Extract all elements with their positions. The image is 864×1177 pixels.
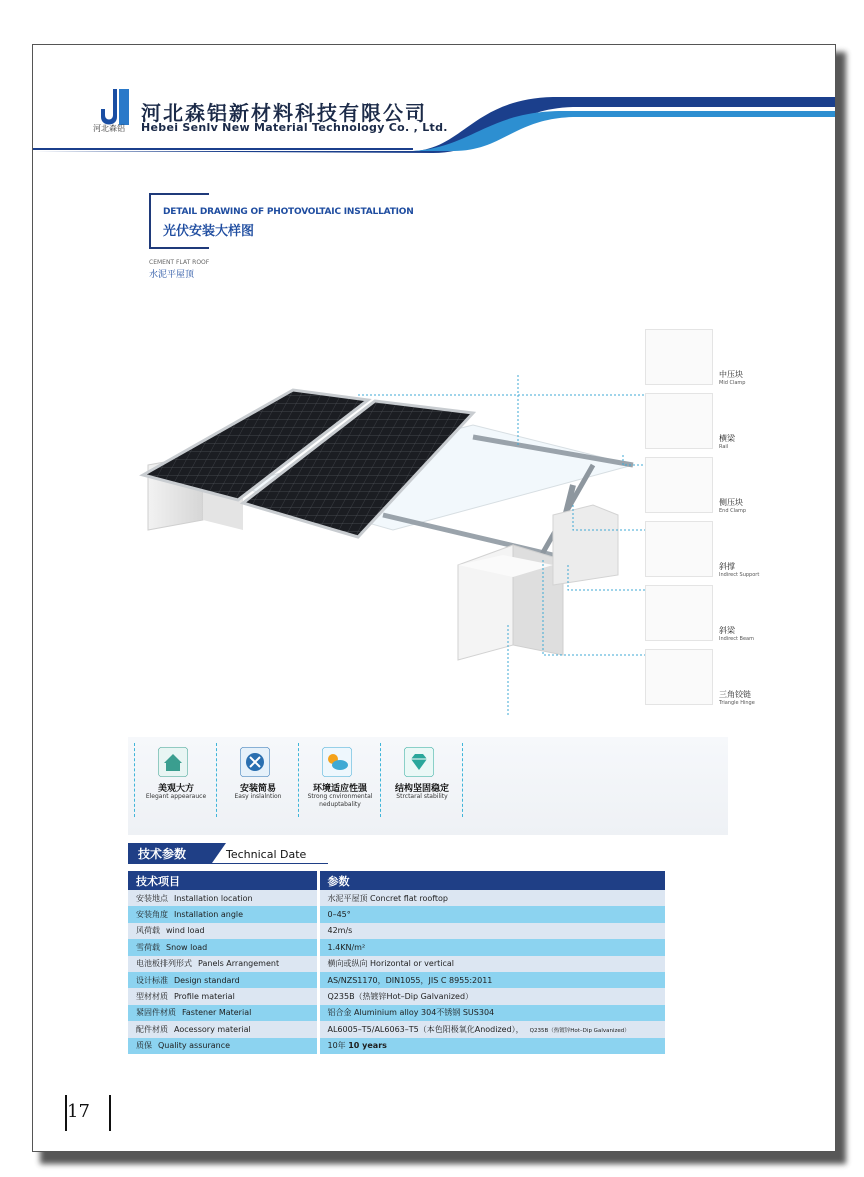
- col-header-item: 技术项目: [128, 871, 318, 890]
- feature-stability: 结构坚固稳定 Strctaral stability: [382, 737, 462, 817]
- logo-caption: 河北森铝: [93, 124, 125, 133]
- tech-title-en: Technical Date: [226, 848, 307, 861]
- indirect-support-icon: [645, 521, 713, 577]
- tech-tab: 技术参数: [128, 843, 212, 863]
- feature-elegant: 美观大方 Elegant appearauce: [136, 737, 216, 817]
- table-row: 安装地点 Installation location 水泥平屋顶 Concret flat rooftop: [128, 890, 665, 906]
- feature-divider: [462, 743, 463, 817]
- table-row: 风荷载 wind load 42m/s: [128, 923, 665, 939]
- house-icon: [158, 747, 188, 777]
- roof-type-en: CEMENT FLAT ROOF: [149, 259, 210, 266]
- tech-tab-tail: [212, 843, 226, 863]
- triangle-hinge-icon: [645, 649, 713, 705]
- table-row: 电池板排列形式 Panels Arrangement 横向或纵向 Horizontal or vertical: [128, 956, 665, 972]
- tools-icon: [240, 747, 270, 777]
- indirect-beam-icon: [645, 585, 713, 641]
- roof-type-cn: 水泥平屋顶: [149, 270, 195, 280]
- feature-easy-install: 安装简易 Easy inslalntion: [218, 737, 298, 817]
- end-clamp-icon: [645, 457, 713, 513]
- table-row: 安装角度 Installation angle 0–45°: [128, 906, 665, 922]
- tech-underline: [128, 863, 328, 864]
- page-number: 17: [67, 1101, 90, 1122]
- col-header-param: 参数: [318, 871, 665, 890]
- table-header-row: [128, 871, 665, 890]
- table-row: 质保 Quality assurance 10年 10 years: [128, 1038, 665, 1054]
- table-row: 设计标准 Design standard AS/NZS1170，DIN1055，JIS C 8955:2011: [128, 972, 665, 988]
- table-row: 型材材质 Profile material Q235B（热镀锌Hot–Dip Galvanized）: [128, 988, 665, 1004]
- page-number-bar-right: [109, 1095, 111, 1131]
- feature-divider: [134, 743, 135, 817]
- feature-divider: [298, 743, 299, 817]
- feature-divider: [216, 743, 217, 817]
- features-strip: [128, 737, 728, 835]
- spec-table: [128, 871, 665, 1054]
- feature-divider: [380, 743, 381, 817]
- feature-adaptability: 环境适应性强 Strong cnvironmental neduptabality: [300, 737, 380, 817]
- rail-icon: [645, 393, 713, 449]
- section-title-cn: 光伏安装大样图: [163, 224, 255, 239]
- table-row: 配件材质 Aocessory material AL6005–T5/AL6063–T5（本色阳极氧化Anodized）， Q235B（热镀锌Hot–Dip Galvanized）: [128, 1021, 665, 1037]
- table-row: 雪荷载 Snow load 1.4KN/m²: [128, 939, 665, 955]
- section-title-en: DETAIL DRAWING OF PHOTOVOLTAIC INSTALLATION: [163, 207, 414, 217]
- mid-clamp-icon: [645, 329, 713, 385]
- company-name-en: Hebei Senlv New Material Technology Co. , Ltd.: [141, 121, 448, 134]
- table-row: 紧固件材质 Fastener Material 铝合金 Aluminium alloy 304不锈钢 SUS304: [128, 1005, 665, 1021]
- brochure-page: 河北森铝 河北森铝新材料科技有限公司 Hebei Senlv New Material Technology Co. , Ltd. DETAIL DRAWING OF PHOTOVOLTAIC INSTALLATION 光伏安装大样图 CEMENT FLAT ROOF 水泥平屋顶 中压块 Mid Clamp 横梁 Rail 侧压块 End Clamp 斜撑 Indirect Support 斜梁 Indirect Beam 三角铰链 Triangle Hinge 美观大方 Elegant appearauce 安装简易 Easy inslalntion 环境适应性强 Strong cnvironmental neduptabality 结构坚固稳定 Strctaral stability 技术参数 Technical Date 技术项目 参数 安装地点 Installation location 水泥平屋顶 Concret flat rooftop 安装角度 Installation angle 0–45° 风荷载 wind load 42m/s 雪荷载 Snow load 1.4KN/m² 电池板排列形式 Panels Arrangement 横向或纵向 Horizontal or vertical 设计标准 Design standard AS/NZS1170，DIN1055，JIS C 8955:2011 型材材质 Profile material Q235B（热镀锌Hot–Dip Galvanized） 紧固件材质 Fastener Material 铝合金 Aluminium alloy 304不锈钢 SUS304 配件材质 Aocessory material AL6005–T5/AL6063–T5（本色阳极氧化Anodized）， Q235B（热镀锌Hot–Dip Galvanized） 质保 Quality assurance 10年 10 years 17: [32, 44, 836, 1152]
- diamond-icon: [404, 747, 434, 777]
- company-name-cn: 河北森铝新材料科技有限公司: [141, 101, 427, 125]
- weather-icon: [322, 747, 352, 777]
